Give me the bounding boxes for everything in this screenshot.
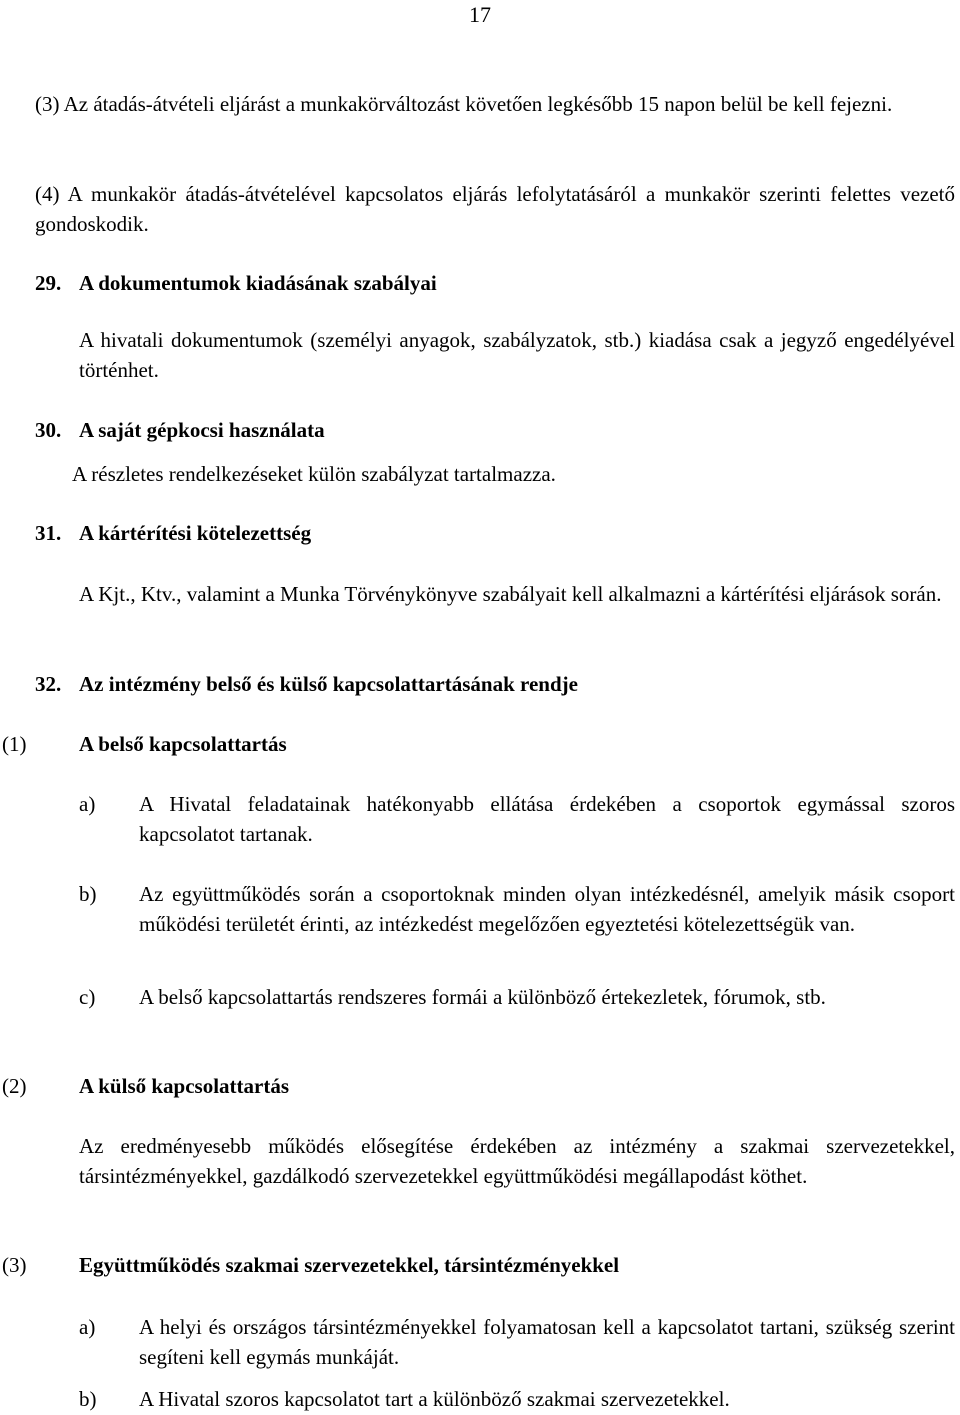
- list-item-label: a): [79, 792, 96, 816]
- section-29-number: 29.: [35, 271, 62, 295]
- subsection-3-label: (3): [2, 1253, 27, 1277]
- list-item-text: A Hivatal feladatainak hatékonyabb ellátása érdekében a csoportok egymással szoros kapcsolatot tartanak.: [139, 792, 955, 846]
- subsection-2-label: (2): [2, 1074, 27, 1098]
- section-32-number: 32.: [35, 672, 62, 696]
- list-item-text: A helyi és országos társintézményekkel folyamatosan kell a kapcsolatot tartani, szükség szerint segíteni kell egymás munkáját.: [139, 1315, 955, 1369]
- paragraph-4-label: (4): [35, 182, 60, 206]
- list-item-text: A belső kapcsolattartás rendszeres formái a különböző értekezletek, fórumok, stb.: [139, 985, 826, 1009]
- paragraph-4-text: A munkakör átadás-átvételével kapcsolatos eljárás lefolytatásáról a munkakör szerinti felettes vezető gondoskodik.: [35, 182, 956, 236]
- subsection-2-title: A külső kapcsolattartás: [79, 1074, 290, 1098]
- section-32-title: Az intézmény belső és külső kapcsolattartásának rendje: [79, 672, 578, 696]
- section-29-title: A dokumentumok kiadásának szabályai: [79, 271, 437, 295]
- section-31-title: A kártérítési kötelezettség: [79, 521, 312, 545]
- paragraph-4: [35, 179, 955, 239]
- paragraph-3: [35, 89, 955, 119]
- list-item-label: b): [79, 882, 97, 906]
- list-item-label: b): [79, 1387, 97, 1411]
- section-30-number: 30.: [35, 418, 62, 442]
- section-30-body: A részletes rendelkezéseket külön szabályzat tartalmazza.: [72, 462, 556, 486]
- section-29-body: A hivatali dokumentumok (személyi anyagok, szabályzatok, stb.) kiadása csak a jegyző engedélyével történhet.: [79, 328, 955, 382]
- paragraph-3-label: (3): [35, 92, 60, 116]
- list-item-label: c): [79, 985, 96, 1009]
- list-item-text: A Hivatal szoros kapcsolatot tart a különböző szakmai szervezetekkel.: [139, 1387, 730, 1411]
- section-31-body: A Kjt., Ktv., valamint a Munka Törvénykönyve szabályait kell alkalmazni a kártérítési eljárások során.: [79, 582, 942, 606]
- section-30-title: A saját gépkocsi használata: [79, 418, 325, 442]
- list-item-label: a): [79, 1315, 96, 1339]
- list-item-text: Az együttműködés során a csoportoknak minden olyan intézkedésnél, amelyik másik csoport működési területét érinti, az intézkedést megelőzően egyeztetési kötelezettségük van.: [139, 882, 955, 936]
- subsection-2-body: Az eredményesebb működés elősegítése érdekében az intézmény a szakmai szervezetekkel, társintézményekkel, gazdálkodó szervezetekkel együttműködési megállapodást köthet.: [79, 1134, 955, 1188]
- paragraph-3-text: Az átadás-átvételi eljárást a munkakörváltozást követően legkésőbb 15 napon belül be kell fejezni.: [63, 92, 893, 116]
- subsection-1-label: (1): [2, 732, 27, 756]
- page-number: 17: [469, 2, 491, 27]
- subsection-1-title: A belső kapcsolattartás: [79, 732, 287, 756]
- section-31-number: 31.: [35, 521, 62, 545]
- subsection-3-title: Együttműködés szakmai szervezetekkel, társintézményekkel: [79, 1253, 620, 1277]
